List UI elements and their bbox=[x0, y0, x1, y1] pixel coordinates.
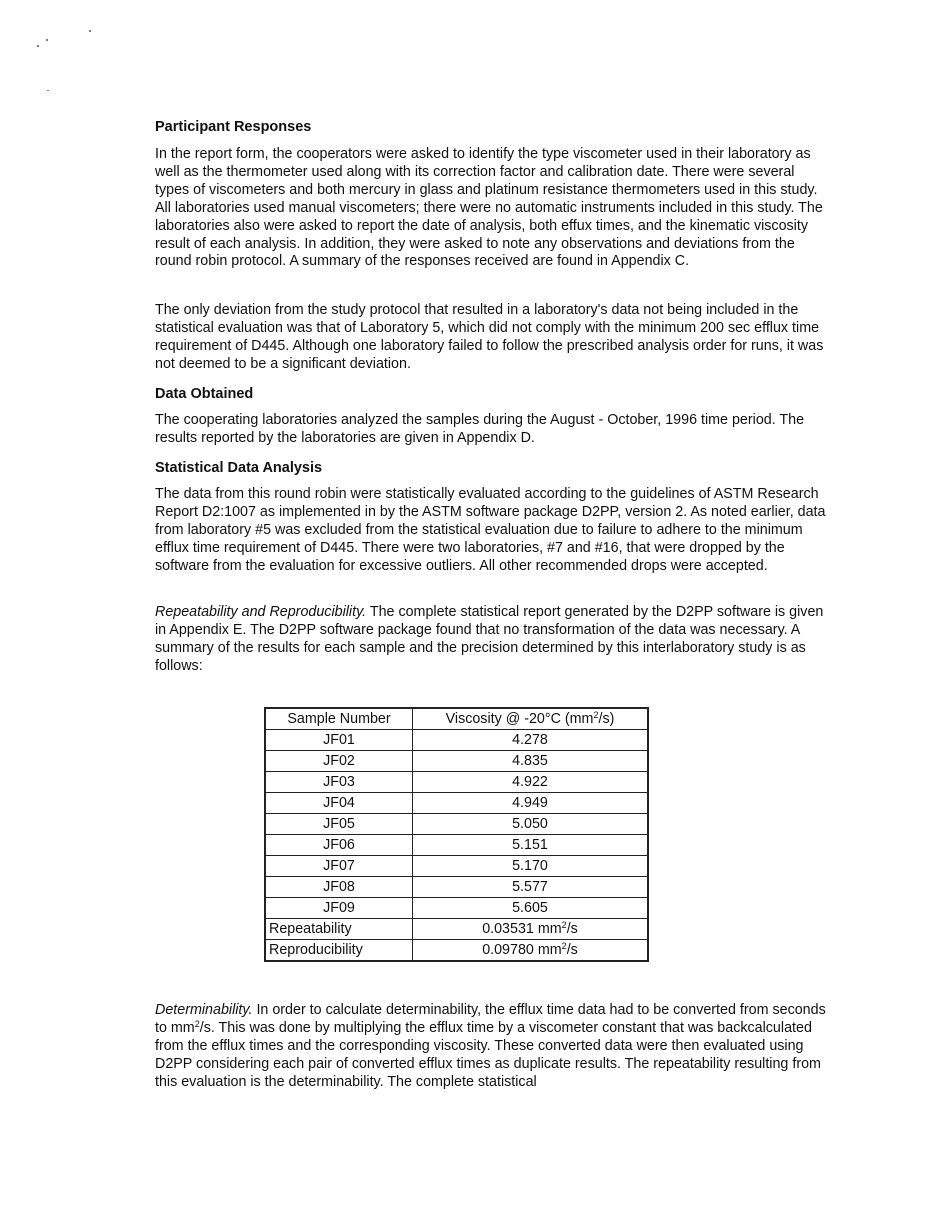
paragraph-determinability bbox=[155, 1002, 830, 1092]
viscosity-cell: 5.577 bbox=[413, 877, 649, 898]
header-sample-number: Sample Number bbox=[265, 708, 413, 730]
sample-cell: JF05 bbox=[265, 814, 413, 835]
table-row bbox=[265, 751, 648, 772]
viscosity-cell: 4.835 bbox=[413, 751, 649, 772]
table-row bbox=[265, 772, 648, 793]
table-row bbox=[265, 898, 648, 919]
reproducibility-value bbox=[413, 940, 649, 962]
sample-cell: JF01 bbox=[265, 730, 413, 751]
heading-participant-responses: Participant Responses bbox=[155, 119, 312, 135]
reproducibility-row bbox=[265, 940, 648, 962]
header-viscosity-sup: 2 bbox=[593, 710, 599, 720]
viscosity-cell: 5.151 bbox=[413, 835, 649, 856]
body-determinability-a: In order to calculate determinability, the efflux time data had to be converted from seconds to mm bbox=[155, 1002, 826, 1036]
body-determinability-b: /s. This was done by multiplying the efflux time by a viscometer constant that was backcalculated from the efflux times and the corresponding viscosity. These converted data were then evaluated using D2PP considering each pair of converted efflux times as duplicate results. The repeatability resulting from this evaluation is the determinability. The complete statistical bbox=[155, 1019, 821, 1090]
sample-cell: JF02 bbox=[265, 751, 413, 772]
repeatability-value-sup: 2 bbox=[561, 920, 567, 930]
sample-cell: JF03 bbox=[265, 772, 413, 793]
table-row bbox=[265, 877, 648, 898]
lead-determinability: Determinability. bbox=[155, 1002, 253, 1018]
reproducibility-value-b: /s bbox=[566, 942, 578, 958]
paragraph-statistical-analysis-1: The data from this round robin were statistically evaluated according to the guidelines of ASTM Research Report D2:1007 as implemented in by the ASTM software package D2PP, version 2. As noted earlier, data from laboratory #5 was excluded from the statistical evaluation due to failure to adhere to the minimum efflux time requirement of D445. There were two laboratories, #7 and #16, that were dropped by the software from the evaluation for excessive outliers. All other recommended drops were accepted. bbox=[155, 486, 826, 574]
viscosity-cell: 5.050 bbox=[413, 814, 649, 835]
viscosity-results-table bbox=[264, 707, 649, 962]
paragraph-repeatability-reproducibility bbox=[155, 604, 830, 676]
repeatability-value-a: 0.03531 mm bbox=[482, 921, 562, 937]
header-viscosity-a: Viscosity @ -20°C (mm bbox=[445, 711, 594, 727]
lead-repeatability-reproducibility: Repeatability and Reproducibility. bbox=[155, 604, 367, 620]
sample-cell: JF06 bbox=[265, 835, 413, 856]
paragraph-participant-responses-1: In the report form, the cooperators were asked to identify the type viscometer used in their laboratory as well as the thermometer used along with its correction factor and calibration date. There were several types of viscometers and both mercury in glass and platinum resistance thermometers used in this study. All laboratories used manual viscometers; there were no automatic instruments included in this study. The laboratories also were asked to report the date of analysis, both effux times, and the kinematic viscosity result of each analysis. In addition, they were asked to note any observations and deviations from the round robin protocol. A summary of the responses received are found in Appendix C. bbox=[155, 146, 823, 270]
header-viscosity-b: /s) bbox=[598, 711, 615, 727]
body-repeatability-reproducibility: The complete statistical report generated by the D2PP software is given in Appendix E. The D2PP software package found that no transformation of the data was necessary. A summary of the results for each sample and the precision determined by this interlaboratory study is as follows: bbox=[155, 604, 824, 674]
heading-statistical-analysis: Statistical Data Analysis bbox=[155, 460, 323, 476]
table-row bbox=[265, 856, 648, 877]
paragraph-participant-responses-2: The only deviation from the study protocol that resulted in a laboratory's data not being included in the statistical evaluation was that of Laboratory 5, which did not comply with the minimum 200 sec efflux time requirement of D445. Although one laboratory failed to follow the prescribed analysis order for runs, it was not deemed to be a significant deviation. bbox=[155, 302, 824, 372]
viscosity-cell: 5.170 bbox=[413, 856, 649, 877]
table-row bbox=[265, 730, 648, 751]
repeatability-value bbox=[413, 919, 649, 940]
table-header-row bbox=[265, 708, 648, 730]
reproducibility-label: Reproducibility bbox=[265, 940, 413, 962]
repeatability-value-b: /s bbox=[566, 921, 578, 937]
repeatability-row bbox=[265, 919, 648, 940]
viscosity-cell: 4.949 bbox=[413, 793, 649, 814]
sup-determinability: 2 bbox=[194, 1018, 200, 1029]
header-viscosity bbox=[413, 708, 649, 730]
heading-data-obtained: Data Obtained bbox=[155, 386, 254, 402]
viscosity-cell: 4.278 bbox=[413, 730, 649, 751]
reproducibility-value-sup: 2 bbox=[561, 941, 567, 951]
sample-cell: JF08 bbox=[265, 877, 413, 898]
reproducibility-value-a: 0.09780 mm bbox=[482, 942, 562, 958]
viscosity-cell: 4.922 bbox=[413, 772, 649, 793]
sample-cell: JF04 bbox=[265, 793, 413, 814]
paragraph-data-obtained: The cooperating laboratories analyzed the samples during the August - October, 1996 time period. The results reported by the laboratories are given in Appendix D. bbox=[155, 412, 805, 446]
sample-cell: JF09 bbox=[265, 898, 413, 919]
sample-cell: JF07 bbox=[265, 856, 413, 877]
table-row bbox=[265, 835, 648, 856]
table-row bbox=[265, 814, 648, 835]
table-row bbox=[265, 793, 648, 814]
repeatability-label: Repeatability bbox=[265, 919, 413, 940]
viscosity-cell: 5.605 bbox=[413, 898, 649, 919]
